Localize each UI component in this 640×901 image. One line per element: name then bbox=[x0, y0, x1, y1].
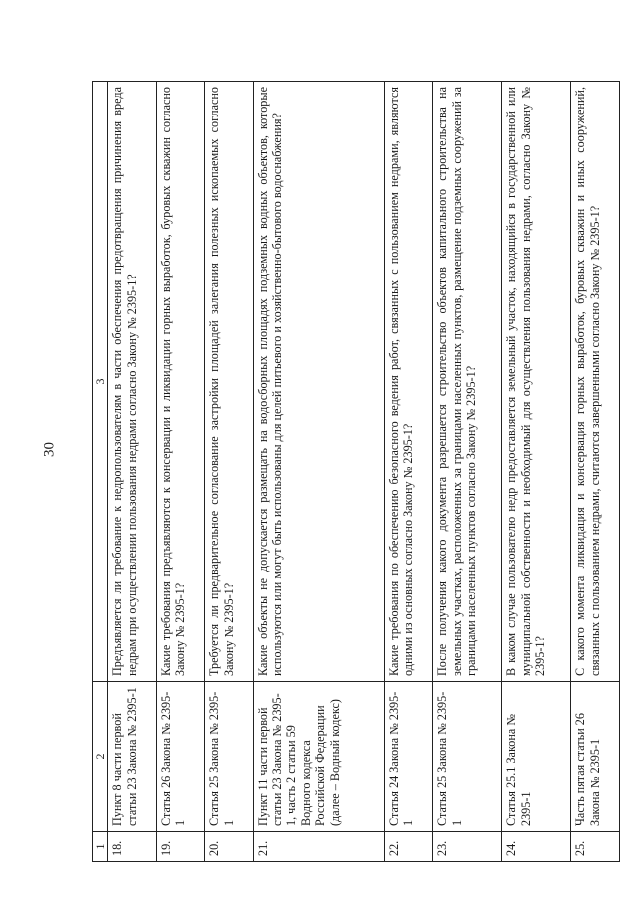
row-number: 25. bbox=[571, 832, 620, 862]
table-row bbox=[205, 82, 253, 862]
table-row bbox=[108, 82, 156, 862]
question-text: Какие требования предъявляются к консервации и ликвидации горных выработок, буровых скважин согласно Закону № 2395-1? bbox=[156, 82, 204, 682]
table-row bbox=[384, 82, 432, 862]
legal-reference: Статья 24 Закона № 2395-1 bbox=[384, 682, 432, 832]
legal-reference: Часть пятая статьи 26 Закона № 2395-1 bbox=[571, 682, 620, 832]
row-number: 19. bbox=[156, 832, 204, 862]
question-text: Какие требования по обеспечению безопасного ведения работ, связанных с пользованием недрами, являются одними из основных согласно Закону № 2395-1? bbox=[384, 82, 432, 682]
table-row bbox=[156, 82, 204, 862]
row-number: 24. bbox=[502, 832, 571, 862]
question-text: Какие объекты не допускается размещать на водосборных площадях подземных водных объектов, которые используются или могут быть использованы для целей питьевого и хозяйственно-бытового водоснабжения? bbox=[253, 82, 384, 682]
question-text: Требуется ли предварительное согласование застройки площадей залегания полезных ископаемых согласно Закону № 2395-1? bbox=[205, 82, 253, 682]
header-col-3: 3 bbox=[93, 82, 108, 682]
legal-reference: Статья 25 Закона № 2395-1 bbox=[205, 682, 253, 832]
page-number: 30 bbox=[41, 442, 58, 457]
table-row bbox=[253, 82, 384, 862]
question-text: После получения какого документа разрешается строительство объектов капитального строительства на земельных участках, расположенных за границами населенных пунктов, размещение подземных сооружений за границами населенных пунктов согласно Закону № 2395-1? bbox=[433, 82, 502, 682]
legal-reference: Пункт 11 части первой статьи 23 Закона № 2395-1, часть 2 статьи 59 Водного кодекса Российской Федерации (далее – Водный кодекс) bbox=[253, 682, 384, 832]
row-number: 21. bbox=[253, 832, 384, 862]
table-row bbox=[502, 82, 571, 862]
legal-reference: Статья 26 Закона № 2395-1 bbox=[156, 682, 204, 832]
legal-reference: Статья 25 Закона № 2395-1 bbox=[433, 682, 502, 832]
header-col-2: 2 bbox=[93, 682, 108, 832]
row-number: 20. bbox=[205, 832, 253, 862]
rotated-table-wrapper bbox=[92, 82, 620, 862]
legal-reference: Пункт 8 части первой статьи 23 Закона № 2395-1 bbox=[108, 682, 156, 832]
question-text: С какого момента ликвидация и консервация горных выработок, буровых скважин и иных сооружений, связанных с пользованием недрами, считаются завершенными согласно Закону № 2395-1? bbox=[571, 82, 620, 682]
row-number: 22. bbox=[384, 832, 432, 862]
question-text: В каком случае пользователю недр предоставляется земельный участок, находящийся в государственной или муниципальной собственности и необходимый для осуществления пользования недрами, согласно Закону № 2395-1? bbox=[502, 82, 571, 682]
header-col-1: 1 bbox=[93, 832, 108, 862]
row-number: 18. bbox=[108, 832, 156, 862]
question-text: Предъявляется ли требование к недропользователям в части обеспечения предотвращения причинения вреда недрам при осуществлении пользования недрами согласно Закону № 2395-1? bbox=[108, 82, 156, 682]
legal-reference: Статья 25.1 Закона № 2395-1 bbox=[502, 682, 571, 832]
table-row bbox=[571, 82, 620, 862]
questions-table bbox=[92, 81, 620, 862]
table-header-row bbox=[93, 82, 108, 862]
table-row bbox=[433, 82, 502, 862]
row-number: 23. bbox=[433, 832, 502, 862]
